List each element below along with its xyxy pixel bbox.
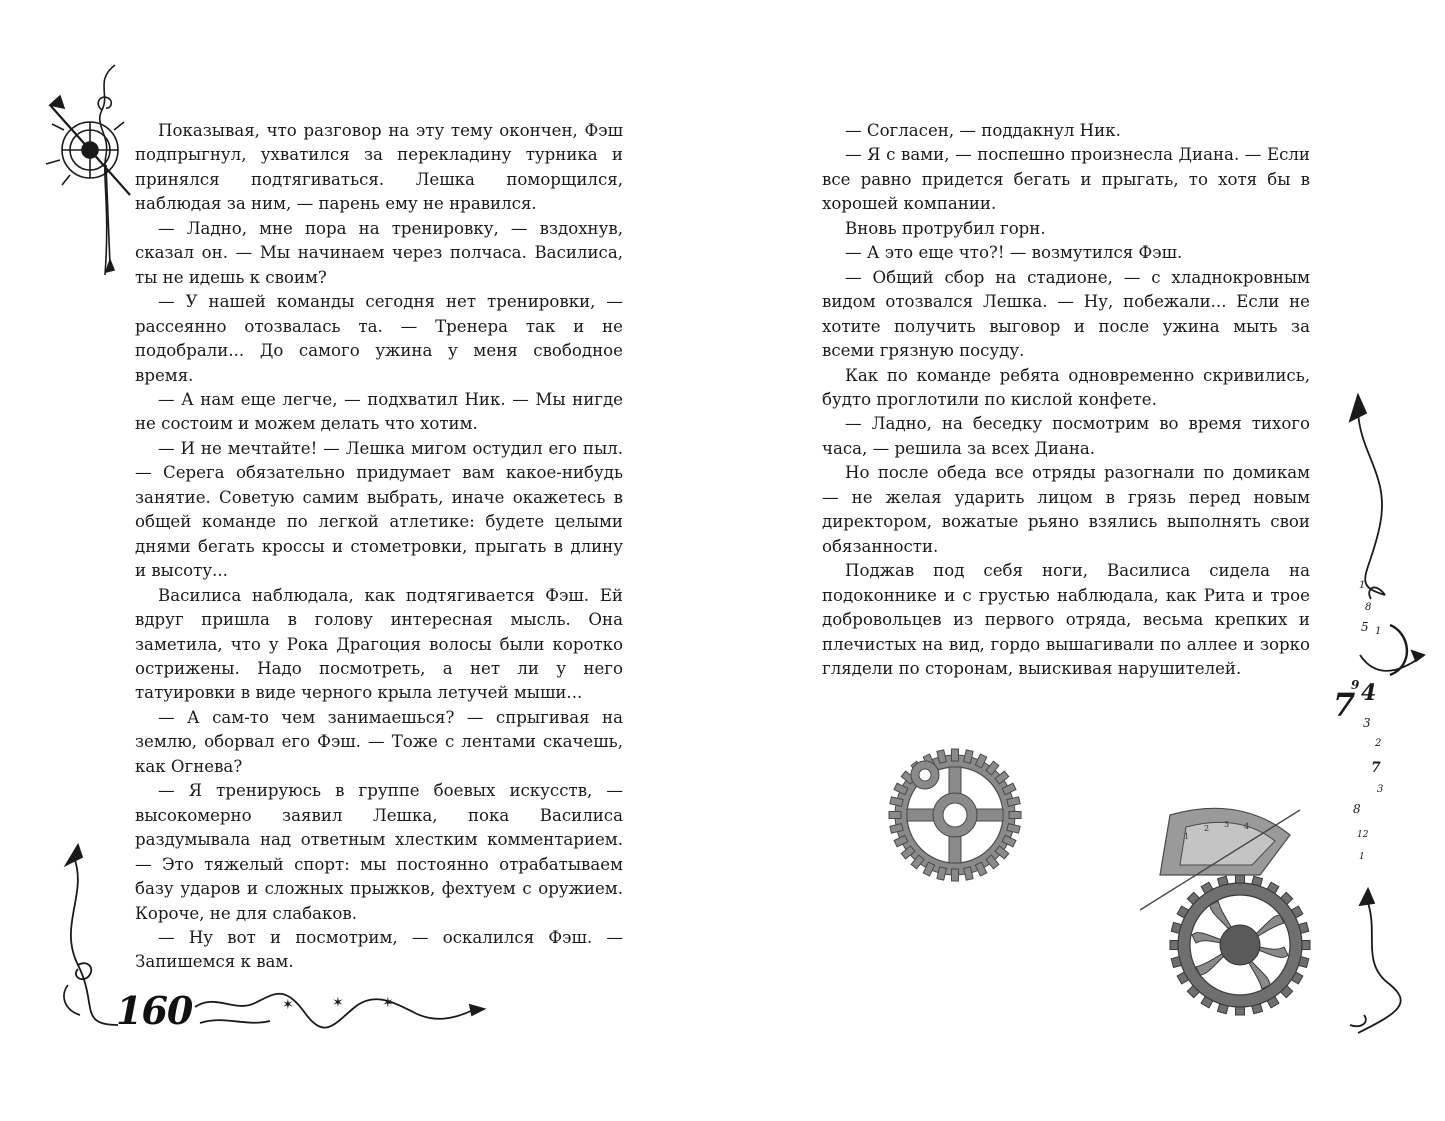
dial-number: 3: [1377, 784, 1384, 795]
dial-number: 3: [1363, 716, 1371, 730]
svg-text:✶: ✶: [332, 995, 344, 1011]
paragraph: Вновь протрубил горн.: [845, 218, 1046, 238]
paragraph: — Ну вот и посмотрим, — оскалился Фэш. — Запишемся к вам.: [135, 927, 623, 972]
paragraph: Как по команде ребята одновременно скривились, будто проглотили по кислой конфете.: [822, 365, 1310, 409]
dial-number: 12: [1357, 830, 1369, 840]
dial-number: 4: [1361, 680, 1377, 706]
paragraph: Показывая, что разговор на эту тему окончен, Фэш подпрыгнул, ухватился за перекладину турника и принялся подтягиваться. Лешка поморщился, наблюдая за ним, — парень ему не нравился.: [135, 121, 623, 214]
dial-number: 5: [1361, 620, 1369, 634]
swirl-ornament-icon: [48, 835, 128, 1035]
dial-number: 1: [1359, 580, 1366, 591]
paragraph: — Ладно, мне пора на тренировку, — вздохнув, сказал он. — Мы начинаем через полчаса. Василиса, ты не идешь к своим?: [135, 218, 623, 287]
right-page-text: [822, 119, 1310, 681]
dial-number: 8: [1353, 802, 1361, 816]
paragraph: — А это еще что?! — возмутился Фэш.: [845, 243, 1183, 263]
scale-number: 4: [1244, 822, 1250, 831]
paragraph: — А нам еще легче, — подхватил Ник. — Мы нигде не состоим и можем делать что хотим.: [135, 389, 623, 434]
paragraph: Василиса наблюдала, как подтягивается Фэш. Ей вдруг пришла в голову интересная мысль. Она заметила, что у Рока Драгоция волосы были коротко острижены. Надо посмотреть, а нет ли у него татуировки в виде черного крыла летучей мыши...: [135, 585, 623, 703]
dial-number: 1: [1359, 852, 1365, 862]
paragraph: — Ладно, на беседку посмотрим во время тихого часа, — решила за всех Диана.: [822, 414, 1310, 458]
clockwork-mechanism-icon: [1140, 805, 1320, 1030]
paragraph: — Я тренируюсь в группе боевых искусств, — высокомерно заявил Лешка, пока Василиса раздумывала над ответным хлестким комментарием. — Это тяжелый спорт: мы постоянно отрабатываем базу ударов и сложных прыжков, фехтуем с оружием. Короче, не для слабаков.: [135, 781, 623, 923]
dial-number: 9: [1351, 678, 1360, 692]
dial-number: 2: [1375, 738, 1382, 749]
paragraph: — Общий сбор на стадионе, — с хладнокровным видом отозвался Лешка. — Ну, побежали... Если не хотите получить выговор и после ужина мыть за всеми грязную посуду.: [822, 267, 1310, 361]
paragraph: — У нашей команды сегодня нет тренировки, — рассеянно отозвалась та. — Тренера так и не подобрали... До самого ужина у меня свободное время.: [135, 292, 623, 385]
dial-number: 8: [1365, 602, 1372, 613]
dial-number: 7: [1371, 760, 1381, 776]
paragraph: — Я с вами, — поспешно произнесла Диана. — Если все равно придется бегать и прыгать, то хотя бы в хорошей компании.: [822, 145, 1310, 214]
left-page-text: [135, 119, 623, 975]
paragraph: — И не мечтайте! — Лешка мигом остудил его пыл. — Серега обязательно придумает вам какое-нибудь занятие. Советую самим выбрать, иначе окажетесь в общей команде по легкой атлетике: будете целыми днями бегать кроссы и стометровки, прыгать в длину и высоту...: [135, 438, 623, 581]
paragraph: Но после обеда все отряды разогнали по домикам — не желая ударить лицом в грязь перед новым директором, вожатые рьяно взялись выполнять свои обязанности.: [822, 463, 1310, 556]
dial-number: 1: [1375, 626, 1382, 637]
paragraph: — Согласен, — поддакнул Ник.: [845, 121, 1121, 140]
scale-number: 2: [1204, 824, 1210, 833]
scale-number: 1: [1184, 832, 1190, 841]
svg-text:✶: ✶: [382, 995, 394, 1011]
svg-text:✶: ✶: [282, 997, 294, 1013]
compass-ornament-icon: [40, 55, 150, 285]
paragraph: Поджав под себя ноги, Василиса сидела на подоконнике и с грустью наблюдала, как Рита и трое добровольцев из первого отряда, весьма крепких и плечистых на вид, гордо вышагивали по аллее и зорко глядели по сторонам, выискивая нарушителей.: [822, 561, 1310, 678]
paragraph: — А сам-то чем занимаешься? — спрыгивая на землю, оборвал его Фэш. — Тоже с лентами скачешь, как Огнева?: [135, 707, 623, 776]
small-gear-icon: [880, 740, 1030, 890]
dial-number: 7: [1333, 686, 1356, 724]
flourish-ornament-icon: [190, 985, 490, 1040]
page-number: 160: [116, 988, 193, 1033]
scale-number: 3: [1224, 820, 1230, 829]
